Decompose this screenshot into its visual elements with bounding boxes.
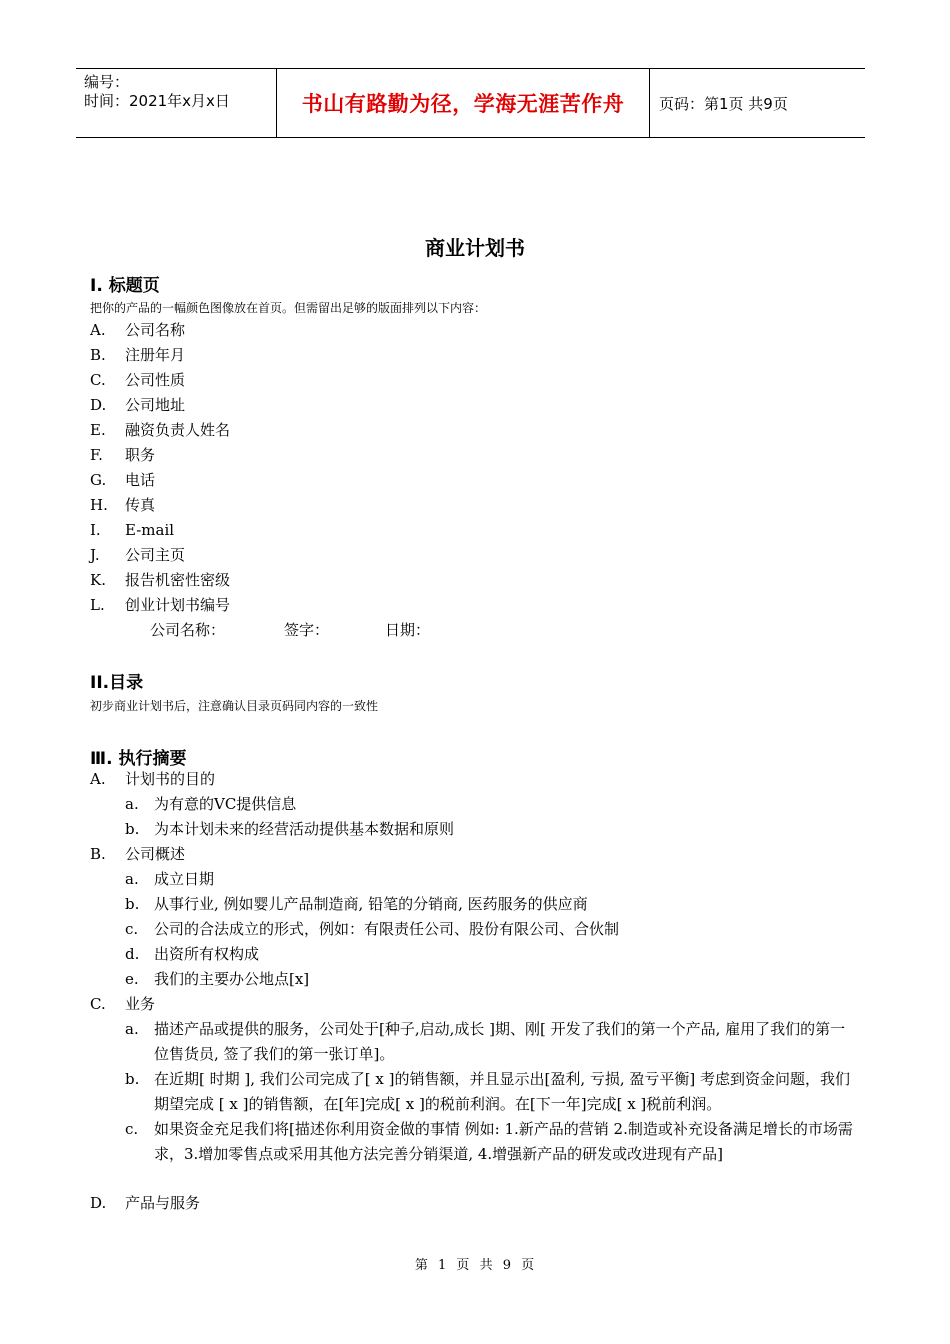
item-label: H. (90, 496, 108, 514)
sub-text: 我们的主要办公地点[x] (154, 970, 310, 988)
date-label: 日期： (385, 621, 431, 639)
section-heading: II.目录 (90, 673, 144, 693)
sub-label: e. (125, 970, 139, 988)
sub-item (125, 917, 619, 942)
sub-item (125, 817, 454, 842)
list-item (90, 493, 155, 518)
item-text: 传真 (125, 496, 156, 514)
item-label: D. (90, 1194, 107, 1212)
sub-text: 出资所有权构成 (154, 945, 260, 963)
sub-label: a. (125, 870, 139, 888)
list-item (90, 767, 215, 792)
list-item (90, 543, 185, 568)
item-label: F. (90, 446, 103, 464)
number-label: 编号： (84, 73, 130, 91)
item-text: E-mail (125, 521, 175, 539)
sub-item (125, 967, 309, 992)
sub-text: 为本计划未来的经营活动提供基本数据和原则 (154, 820, 455, 838)
list-item (90, 842, 185, 867)
list-item (90, 1191, 200, 1216)
list-item (90, 992, 155, 1017)
item-label: A. (90, 770, 106, 788)
sub-label: b. (125, 1070, 140, 1088)
item-text: 公司主页 (125, 546, 186, 564)
list-item (90, 418, 230, 443)
item-label: D. (90, 396, 107, 414)
item-text: 创业计划书编号 (125, 596, 231, 614)
item-text: 公司概述 (125, 845, 186, 863)
sub-text: 为有意的VC提供信息 (154, 795, 297, 813)
sub-label: b. (125, 820, 140, 838)
sub-item (125, 892, 588, 917)
footer-total-pages: 9 (502, 1258, 512, 1273)
item-label: C. (90, 995, 106, 1013)
item-text: 计划书的目的 (125, 770, 216, 788)
list-item (90, 518, 174, 543)
sub-text: 在近期[ 时期 ], 我们公司完成了[ x ]的销售额，并且显示出[盈利, 亏损, 盈亏平衡] 考虑到资金问题，我们期望完成 [ x ]的销售额，在[年]完成[ x ]的税前利润。在[下一年]完成[ x ]税前利润。 (154, 1070, 851, 1113)
item-text: 公司性质 (125, 371, 186, 389)
sub-text: 从事行业, 例如婴儿产品制造商, 铅笔的分销商, 医药服务的供应商 (154, 895, 588, 913)
sub-text: 成立日期 (154, 870, 215, 888)
item-label: K. (90, 571, 106, 589)
header-page-info: 页码：第1页 共9页 (659, 94, 788, 113)
sub-text: 如果资金充足我们将[描述你利用资金做的事情 例如: 1.新产品的营销 2.制造或补充设备满足增长的市场需求，3.增加零售点或采用其他方法完善分销渠道, 4.增强新产品的研发或改进现有产品] (154, 1120, 853, 1163)
item-label: C. (90, 371, 106, 389)
list-item (90, 468, 155, 493)
item-label: E. (90, 421, 106, 439)
list-item (90, 443, 155, 468)
item-text: 业务 (125, 995, 156, 1013)
list-item (90, 343, 185, 368)
sub-label: d. (125, 945, 140, 963)
sub-item (125, 867, 214, 892)
item-text: 产品与服务 (125, 1194, 201, 1212)
section-heading: Ⅲ. 执行摘要 (90, 749, 187, 769)
header-divider (649, 69, 650, 137)
item-label: A. (90, 321, 106, 339)
sub-label: a. (125, 795, 139, 813)
item-text: 公司地址 (125, 396, 186, 414)
item-label: B. (90, 346, 106, 364)
footer-page-number: 1 (437, 1258, 448, 1273)
footer-text: 页 (456, 1258, 471, 1273)
sub-item (125, 942, 259, 967)
sub-label: c. (125, 1120, 139, 1138)
sub-label: a. (125, 1020, 139, 1038)
header-motto: 书山有路勤为径，学海无涯苦作舟 (301, 92, 625, 116)
sub-item (125, 792, 296, 817)
page-header (76, 68, 865, 138)
item-label: L. (90, 596, 105, 614)
sub-label: b. (125, 895, 140, 913)
item-text: 注册年月 (125, 346, 186, 364)
document-title: 商业计划书 (425, 236, 525, 260)
footer-text: 页 (521, 1258, 536, 1273)
item-text: 公司名称 (125, 321, 186, 339)
item-label: J. (90, 546, 100, 564)
section-note: 初步商业计划书后，注意确认目录页码同内容的一致性 (90, 699, 379, 713)
section-heading: Ⅰ. 标题页 (90, 276, 160, 296)
sub-text: 描述产品或提供的服务，公司处于[种子,启动,成长 ]期、刚[ 开发了我们的第一个产品, 雇用了我们的第一位售货员, 签了我们的第一张订单]。 (154, 1020, 846, 1063)
list-item (90, 593, 230, 618)
signature-label: 签字： (284, 621, 330, 639)
footer-text: 共 (479, 1258, 494, 1273)
list-item (90, 368, 185, 393)
sub-label: c. (125, 920, 139, 938)
item-label: G. (90, 471, 107, 489)
list-item (90, 318, 185, 343)
footer-text: 第 (414, 1258, 429, 1273)
item-text: 电话 (125, 471, 156, 489)
sub-text: 公司的合法成立的形式，例如：有限责任公司、股份有限公司、合伙制 (154, 920, 620, 938)
section-note: 把你的产品的一幅颜色图像放在首页。但需留出足够的版面排列以下内容： (90, 301, 487, 315)
item-text: 报告机密性密级 (125, 571, 231, 589)
item-label: B. (90, 845, 106, 863)
item-text: 融资负责人姓名 (125, 421, 231, 439)
list-item (90, 393, 185, 418)
page-footer (0, 1254, 950, 1273)
time-label: 时间：2021年x月x日 (84, 92, 230, 110)
item-text: 职务 (125, 446, 156, 464)
list-item (90, 568, 230, 593)
signature-line (150, 618, 430, 643)
item-label: I. (90, 521, 101, 539)
header-meta (84, 73, 230, 111)
company-name-label: 公司名称： (150, 621, 226, 639)
